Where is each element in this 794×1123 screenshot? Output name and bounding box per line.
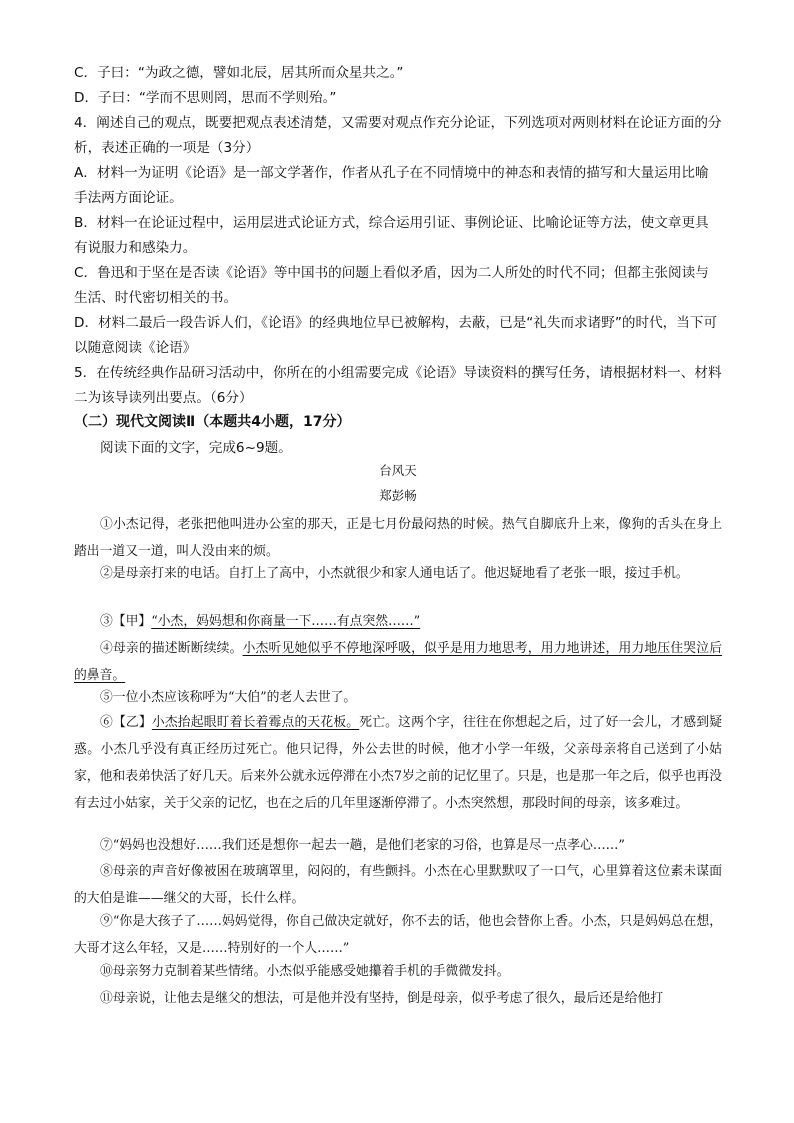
- section-heading: （二）现代文阅读Ⅱ（本题共4小题，17分）: [74, 414, 351, 430]
- underlined-sentence-4: 小杰听见她似乎不停地深呼吸，似乎是用力地思考，用力地讲述，用力地压住哭泣后的鼻音。: [74, 641, 723, 683]
- passage-marker-jia: ③【甲】: [100, 614, 152, 629]
- prev-option-d: D．子曰：“学而不思则罔，思而不学则殆。”: [74, 90, 337, 106]
- underlined-sentence-yi: 小杰抬起眼盯着长着霉点的天花板。: [151, 715, 360, 730]
- question5-stem: 5．在传统经典作品研习活动中，你所在的小组需要完成《论语》导读资料的撰写任务，请根据材料一、材料二为该导读列出要点。（6分）: [74, 365, 722, 406]
- underlined-sentence-jia: “小杰，妈妈想和你商量一下……有点突然……”: [151, 614, 421, 629]
- prev-option-c: C．子曰：“为政之德，譬如北辰，居其所而众星共之。”: [74, 65, 404, 81]
- story-paragraph-11: ⑪母亲说，让他去是继父的想法，可是他并没有坚持，倒是母亲，似乎考虑了很久，最后还是给他打: [100, 991, 664, 1006]
- story-author: 郑彭畅: [379, 488, 417, 503]
- question4-option-a: A．材料一为证明《论语》是一部文学著作，作者从孔子在不同情境中的神态和表情的描写和大量运用比喻手法两方面论证。: [74, 165, 709, 206]
- story-paragraph-4: [74, 635, 722, 689]
- question4-option-c: C．鲁迅和于坚在是否读《论语》等中国书的问题上看似矛盾，因为二人所处的时代不同；但都主张阅读与生活、时代密切相关的书。: [74, 265, 709, 306]
- section-instruction: 阅读下面的文字，完成6~9题。: [100, 440, 292, 456]
- story-paragraph-1: ①小杰记得，老张把他叫进办公室的那天，正是七月份最闷热的时候。热气自脚底升上来，像狗的舌头在身上踏出一道又一道，叫人没由来的烦。: [74, 517, 722, 559]
- story-paragraph-10: ⑩母亲努力克制着某些情绪。小杰似乎能感受她攥着手机的手微微发抖。: [100, 964, 510, 979]
- story-paragraph-6: [74, 709, 722, 817]
- story-paragraph-8: ⑧母亲的声音好像被困在玻璃罩里，闷闷的，有些颤抖。小杰在心里默默叹了一口气，心里算着这位素未谋面的大伯是谁——继父的大哥，长什么样。: [74, 864, 722, 906]
- question4-option-d: D．材料二最后一段告诉人们，《论语》的经典地位早已被解构，去蔽，已是“礼失而求诸野”的时代，当下可以随意阅读《论语》: [74, 315, 718, 356]
- story-paragraph-3: [74, 608, 722, 635]
- story-paragraph-9: ⑨“你是大孩子了……妈妈觉得，你自己做决定就好，你不去的话，他也会替你上香。小杰，只是妈妈总在想，大哥才这么年轻，又是……特别好的一个人……”: [74, 914, 722, 956]
- question4-stem: 4．阐述自己的观点，既要把观点表述清楚，又需要对观点作充分论证，下列选项对两则材料在论证方面的分析，表述正确的一项是（3分）: [74, 115, 722, 156]
- story-paragraph-5: ⑤一位小杰应该称呼为“大伯”的老人去世了。: [100, 690, 357, 705]
- passage-marker-yi: ⑥【乙】: [100, 715, 152, 730]
- story-paragraph-2: ②是母亲打来的电话。自打上了高中，小杰就很少和家人通电话了。他迟疑地看了老张一眼，接过手机。: [100, 566, 689, 581]
- paragraph-4-text: ④母亲的描述断断续续。: [100, 641, 243, 656]
- story-paragraph-7: ⑦“妈妈也没想好……我们还是想你一起去一趟，是他们老家的习俗，也算是尽一点孝心……”: [100, 838, 625, 853]
- story-title: 台风天: [379, 463, 417, 478]
- question4-option-b: B．材料一在论证过程中，运用层进式论证方式，综合运用引证、事例论证、比喻论证等方法，使文章更具有说服力和感染力。: [74, 215, 709, 256]
- paragraph-6-text: 死亡。这两个字，往往在你想起之后，过了好一会儿，才感到疑惑。小杰几乎没有真正经历过死亡。他只记得，外公去世的时候，他才小学一年级，父亲母亲将自己送到了小姑家，他和表弟快活了好几天。后来外公就永远停滞在小杰7岁之前的记忆里了。只是，也是那一年之后，似乎也再没有去过小姑家，关于父亲的记忆，也在之后的几年里逐渐停滞了。小杰突然想，那段时间的母亲，该多难过。: [74, 715, 723, 811]
